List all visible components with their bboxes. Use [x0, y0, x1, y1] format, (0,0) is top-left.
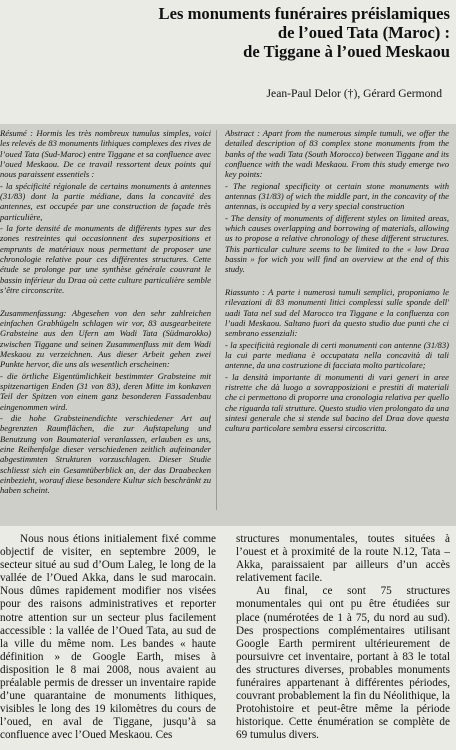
resume-point-2: - la forte densité de monuments de différents types sur des zones restreintes qui occasionnent des superpositions et emprunts de matériaux nous permettant de proposer une chronologie relative pour ces différentes structures. Cette étude se prolonge par une synthèse générale couvrant le bassin inférieur du Draa où cette culture particulière semble s’être circonscrite.: [0, 223, 211, 296]
article-title: [60, 4, 450, 61]
body-paragraph: Au final, ce sont 75 structures monumentales qui ont pu être étudiées sur place (numérotées de 1 à 75, du nord au sud). Des prospections complémentaires utilisant Google Earth permirent ultérieurement de poursuivre cet inventaire, portant à 83 le total des structures diverses, probables monuments funéraires appartenant à différentes périodes, couvrant probablement la fin du Néolithique, la Protohistoire et peut-être même la période historique. Cette énumération se complète de 69 tumulus divers.: [236, 585, 450, 742]
title-line-1: Les monuments funéraires préislamiques: [158, 4, 450, 23]
body-column-right: [236, 533, 450, 747]
resume-intro: Résumé : Hormis les très nombreux tumulus simples, voici les relevés de 83 monuments lithiques complexes des rives de l’oued Tata (Sud-Maroc) entre Tiggane et sa confluence avec l’oued Meskaou. De ce travail ressortent deux points qui nous paraissent essentiels :: [0, 128, 211, 180]
abstract-column-right: [225, 128, 449, 522]
title-line-3: de Tiggane à l’oued Meskaou: [243, 42, 450, 61]
riassunto-point-2: - la densità importante di monumenti di vari generi in aree ristrette che dà luogo a sovrapposizioni e prestiti di materiali che ci permettono di proporre una cronologia relativa per quello che riguarda tali strutture. Questo studio vien prolongato da una sintesi generale che si stende sul bacino del Draa dove questa cultura particolare sembra essersi circoscritta.: [225, 371, 449, 434]
zusammenfassung-intro: Zusammenfassung: Abgesehen von den sehr zahlreichen einfachen Grabhügeln schlagen wir vor, 83 ausgearbeitete Grabsteine aus den Ufern am Wadi Tata (Südmarokko) zwischen Tiggane und seinen Zusammenfluss mit dem Wadi Meskaou zu verzeichnen. Aus dieser Arbeit gehen zwei Punkte hervor, die uns als wesentlich erscheinen:: [0, 307, 211, 370]
zusammenfassung-point-2: - die hohe Grabsteinendichte verschiedener Art auf begrenzten Raumflächen, die zur Aufstapelung und Benutzung von Baumaterial veranlassen, erlauben es uns, eine Reihenfolge dieser verschiedenen zeitlich aufeinander abgestimmten Strukturen vorzuschlagen. Dieser Studie schliesst sich ein Gesamtüberblick an, der das Draabecken einbezieht, worauf diese besondere Kultur sich beschränkt zu haben scheint.: [0, 412, 211, 496]
body-column-left: [0, 533, 216, 747]
authors: Jean-Paul Delor (†), Gérard Germond: [266, 87, 442, 100]
zusammenfassung-point-1: - die örtliche Eigentümlichkeit bestimmter Grabsteine mit spitzenartigen Enden (31 von 83), deren Mitte im konkaven Teil der Spitzen von einem ganz besonderen Fassadenbau eingenommen wird.: [0, 370, 211, 412]
riassunto-point-1: - la specificità regionale di certi monumenti con antenne (31/83) la cui parte mediana è occupatata nella concavità di tali antenne, da una costruzione di facciata molto particolare;: [225, 339, 449, 371]
abstract-column-left: [0, 128, 211, 522]
title-line-2: de l’oued Tata (Maroc) :: [277, 23, 450, 42]
body-paragraph-continued: structures monumentales, toutes situées à l’ouest et à proximité de la route N.12, Tata – Akka, paraissaient par ailleurs d’un accès relativement facile.: [236, 533, 450, 585]
riassunto-intro: Riassunto : A parte i numerosi tumuli semplici, proponiamo le rilevazioni di 83 monumenti litici complessi sulle sponde dell' uadi Tata nel sud del Marocco tra Tiggane e la confluenza con l’uadi Meskaou. Saltano fuori da questo studio due punti che ci sembrano essenziali:: [225, 286, 449, 339]
abstract-intro: Abstract : Apart from the numerous simple tumuli, we offer the detailed description of 83 complex stone monuments from the banks of the wadi Tata (South Morocco) between Tiggane and its confluence with the wadi Meskaou. From this study emerge two key points:: [225, 128, 449, 180]
abstract-point-2: - The density of monuments of different styles on limited areas, which causes overlapping and borrowing of materials, allowing us to propose a relative chronology of these different structures. This particular culture seems to be limited to the « low Draa bassin » for wich you will find an overview at the end of this study.: [225, 212, 449, 275]
abstract-point-1: - The regional specificity ot certain stone monuments with antennas (31/83) of wich the middle part, in the concavity of the antennas, is occupied by a very special construction: [225, 180, 449, 212]
resume-point-1: - la spécificité régionale de certains monuments à antennes (31/83) dont la partie médiane, dans la concavité des antennes, est occupée par une construction de façade très particulière,: [0, 180, 211, 222]
column-divider: [216, 130, 217, 510]
body-paragraph: Nous nous étions initialement fixé comme objectif de visiter, en septembre 2009, le secteur situé au sud d’Oum Laleg, le long de la vallée de l’Oued Akka, dans le sud marocain. Nous dûmes rapidement modifier nos visées pour des raisons administratives et reporter notre attention sur un secteur plus facilement accessible : la vallée de l’Oued Tata, au sud de la ville du même nom. Les bandes « haute définition » de Google Earth, mises à disposition le 8 mai 2008, nous avaient au préalable permis de dresser un inventaire rapide d’une quarantaine de monuments lithiques, visibles le long des 19 kilomètres du cours de l’oued, en aval de Tiggane, jusqu’à sa confluence avec l’Oued Meskaou. Ces: [0, 533, 216, 742]
